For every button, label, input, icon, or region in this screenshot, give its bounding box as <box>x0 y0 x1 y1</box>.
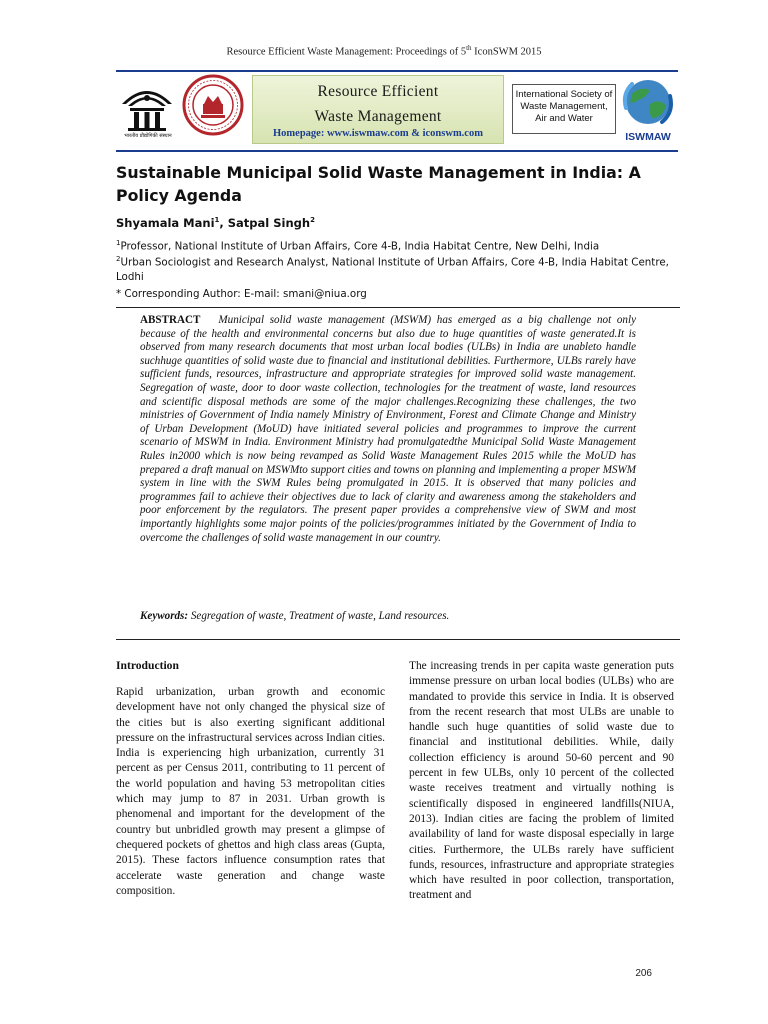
abstract-label: ABSTRACT <box>140 314 201 326</box>
page-number: 206 <box>635 968 652 979</box>
journal-homepage[interactable]: Homepage: www.iswmaw.com & iconswm.com <box>273 128 483 139</box>
author-name: Shyamala Mani <box>116 216 215 230</box>
journal-title-box <box>252 75 504 144</box>
paper-title: Sustainable Municipal Solid Waste Management in India: A Policy Agenda <box>116 163 641 205</box>
society-line: Air and Water <box>535 113 593 124</box>
keywords-label: Keywords: <box>140 610 189 622</box>
body-column-right: The increasing trends in per capita waste generation puts immense pressure on urban local bodies (ULBs) who are mandated to provide this service in India. It is observed from the recent research that most ULBs are unable to handle such huge quantities of solid waste due to financial and institutional debilities. While, daily collection efficiency is around 50-60 percent and 90 percent in few ULBs, only 10 percent of the collected waste receives treatment and virtually nothing is scientifically disposed in engineered landfills(NIUA, 2013). Indian cities are facing the problem of limited availability of land for waste disposal especially in large cities. Furthermore, the ULBs rarely have sufficient funds, resources, infrastructure and appropriate strategies which have resulted in poor collection, transportation, treatment and <box>409 660 674 902</box>
journal-title-line2: Waste Management <box>314 108 442 125</box>
keywords-text: Segregation of waste, Treatment of waste, Land resources. <box>190 610 450 622</box>
author-name: Satpal Singh <box>227 216 311 230</box>
society-line: Waste Management, <box>520 101 608 112</box>
divider <box>116 307 680 308</box>
society-line: International Society of <box>515 89 613 100</box>
journal-title-line1: Resource Efficient <box>317 83 439 100</box>
keywords <box>140 609 636 623</box>
affiliation-2: $^2$Urban Sociologist and Research Analyst, National Institute of Urban Affairs, Core 4-B, India Habitat Centre, Lodhi <box>116 255 669 284</box>
corresponding-author: * Corresponding Author: E-mail: smani@niua.org <box>116 288 367 300</box>
section-heading: Introduction <box>116 659 179 672</box>
globe-logo-icon <box>620 74 676 130</box>
logo-caption: भारतीय प्रौद्योगिकी संस्थान <box>124 133 172 139</box>
abstract <box>140 314 636 545</box>
author-line: Shyamala Mani$^1$, Satpal Singh$^2$ <box>116 216 315 230</box>
seal-logo-icon <box>182 74 244 136</box>
affiliation-1: $^1$Professor, National Institute of Urban Affairs, Core 4-B, India Habitat Centre, New Delhi, India <box>116 239 600 253</box>
abstract-text: Municipal solid waste management (MSWM) has emerged as a big challenge not only because of the health and environmental concerns but also due to huge quantities of waste generated.It is observed from many research documents that most urban local bodies (ULBs) in India are unableto handle suchhuge quantities of solid waste due to financial and institutional debilities. Furthermore, ULBs rarely have sufficient funds, resources, infrastructure and appropriate strategies for improved solid waste management. Segregation of waste, door to door waste collection, technologies for the treatment of waste, land resources and scientific disposal methods are some of the major challenges.Recognizing these challenges, the two ministries of Government of India namely Ministry of Environment, Forest and Climate Change and Ministry of Urban Development (MoUD) have initiated several policies and programmes to improve the current scenario of MSWM in India. Environment Ministry had promulgatedthe Municipal Solid Waste Management Rules in2000 which is now being revamped as Solid Waste Management Rules 2015 while the MoUD has prepared a draft manual on MSWMto support cities and towns on planning and implementing a proper MSWM system in line with the SWM Rules being promulgated in 2015. It is observed that many policies and programmes fail to achieve their objectives due to lack of clarity and awareness among the stakeholders and poor enforcement by the regulators. The present paper provides a comprehensive view of SWM and most importantly highlights some major points of the policies/programmes initiated by the Government of India to overcome the challenges of solid waste management in our country. <box>140 314 636 544</box>
divider <box>116 639 680 640</box>
running-head: Resource Efficient Waste Management: Proceedings of 5th IconSWM 2015 <box>226 44 542 58</box>
society-abbrev: ISWMAW <box>625 131 671 143</box>
body-column-left: Rapid urbanization, urban growth and economic development have not only changed the physical size of the cities but is also exerting significant additional pressure on the infrastructural services across Indian cities. India is experiencing high urbanization, currently 31 percent as per Census 2011, contributing to 11 percent of the world population and having 53 metropolitan cities which may jump to 87 in 2031. Urban growth is phenomenal and important for the development of the country but unbridled growth may present a glimpse of chequered pockets of ghettos and high class areas (Gupta, 2015). These factors influence consumption rates that accelerate waste generation and change waste composition. <box>116 686 385 897</box>
society-name-box <box>512 84 616 134</box>
